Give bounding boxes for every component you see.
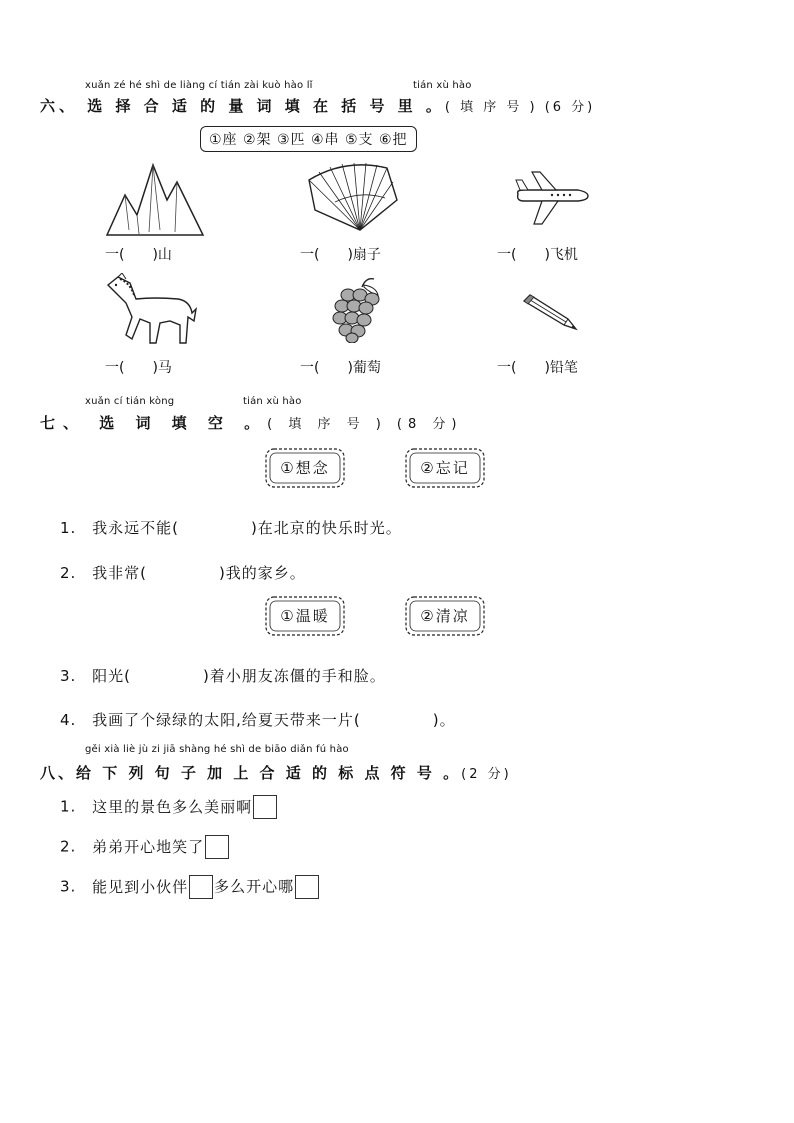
word-option-text: ①温暖	[280, 607, 330, 625]
section8-title	[40, 762, 512, 783]
question-text-before: 我永远不能(	[92, 519, 179, 537]
section8-question-3	[60, 875, 320, 899]
question-text-before: 我非常(	[92, 564, 147, 582]
question-text: 这里的景色多么美丽啊	[92, 797, 253, 816]
section7-pinyin: xuǎn cí tián kòng	[85, 396, 175, 407]
airplane-icon	[512, 168, 592, 230]
item-airplane-label: 一( )飞机	[497, 247, 578, 263]
word-card	[403, 594, 487, 638]
word-option-text: ②清凉	[420, 607, 470, 625]
section6-title-text: 六、 选 择 合 适 的 量 词 填 在 括 号 里 。	[40, 97, 445, 115]
punctuation-answer-box[interactable]	[205, 835, 229, 859]
fan-icon	[305, 160, 405, 235]
question-text-after: )着小朋友冻僵的手和脸。	[202, 667, 386, 685]
pencil-icon	[520, 293, 582, 333]
section7-title-sub: ( 填 序 号 ) (8 分)	[267, 417, 463, 432]
question-number: 2.	[60, 564, 77, 582]
horse-icon	[100, 273, 200, 348]
question-number: 2.	[60, 837, 77, 856]
question-text: 弟弟开心地笑了	[92, 837, 205, 856]
question-text-part2: 多么开心哪	[214, 877, 295, 896]
question-text-after: )在北京的快乐时光。	[250, 519, 402, 537]
question-text-after: )我的家乡。	[218, 564, 306, 582]
question-text-before: 我画了个绿绿的太阳,给夏天带来一片(	[92, 711, 361, 729]
section6-title	[40, 95, 595, 116]
punctuation-answer-box[interactable]	[295, 875, 319, 899]
section6-pinyin: xuǎn zé hé shì de liàng cí tián zài kuò hào lǐ	[85, 80, 313, 91]
section8-title-sub: (2 分)	[461, 767, 512, 782]
question-number: 3.	[60, 877, 77, 896]
grapes-icon	[330, 275, 385, 343]
word-card	[263, 446, 347, 490]
section7-title-text: 七、 选 词 填 空 。	[40, 414, 268, 432]
word-card	[263, 594, 347, 638]
punctuation-answer-box[interactable]	[189, 875, 213, 899]
section8-question-1	[60, 795, 278, 819]
section8-question-2	[60, 835, 230, 859]
section6-title-sub: ( 填 序 号 ) (6 分)	[444, 100, 596, 115]
item-horse-label: 一( )马	[105, 360, 172, 376]
question-number: 1.	[60, 797, 77, 816]
section7-question-3	[60, 665, 386, 686]
word-card	[403, 446, 487, 490]
section7-pinyin-2: tián xù hào	[243, 396, 302, 407]
item-grapes-label: 一( )葡萄	[300, 360, 381, 376]
measure-word-options: ①座 ②架 ③匹 ④串 ⑤支 ⑥把	[200, 126, 417, 152]
word-option-text: ①想念	[280, 459, 330, 477]
section7-title	[40, 412, 462, 433]
question-number: 4.	[60, 711, 77, 729]
section8-pinyin: gěi xià liè jù zi jiā shàng hé shì de biāo diǎn fú hào	[85, 744, 349, 755]
question-text-before: 阳光(	[92, 667, 131, 685]
section7-question-1	[60, 517, 402, 538]
section8-title-text: 八、给 下 列 句 子 加 上 合 适 的 标 点 符 号 。	[40, 764, 462, 782]
question-number: 1.	[60, 519, 77, 537]
section7-question-2	[60, 562, 306, 583]
punctuation-answer-box[interactable]	[253, 795, 277, 819]
question-text-part1: 能见到小伙伴	[92, 877, 189, 896]
item-mountain-label: 一( )山	[105, 247, 172, 263]
mountain-icon	[105, 160, 205, 240]
item-fan-label: 一( )扇子	[300, 247, 381, 263]
item-pencil-label: 一( )铅笔	[497, 360, 578, 376]
question-text-after: )。	[432, 711, 456, 729]
section6-pinyin-2: tián xù hào	[413, 80, 472, 91]
section7-question-4	[60, 709, 456, 730]
question-number: 3.	[60, 667, 77, 685]
word-option-text: ②忘记	[420, 459, 470, 477]
